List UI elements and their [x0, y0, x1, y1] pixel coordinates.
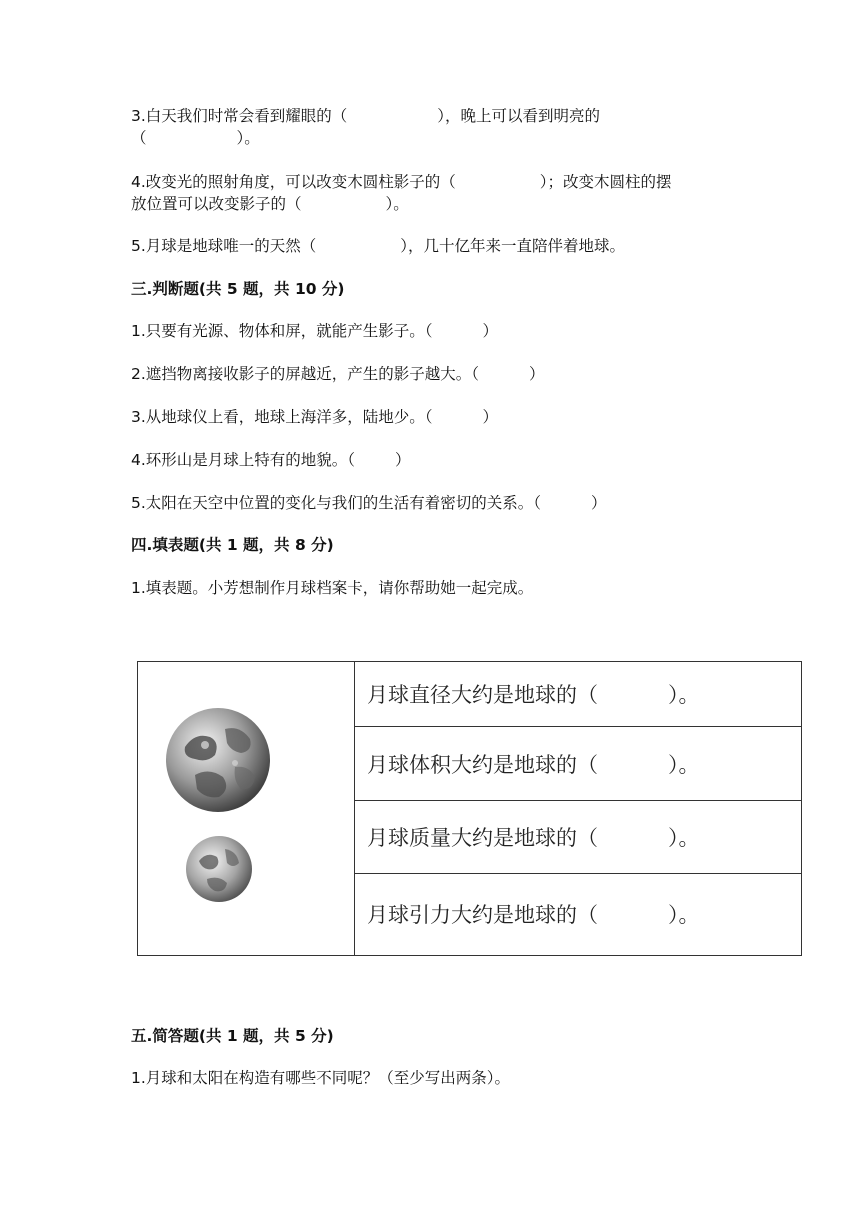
table-row-gravity: 月球引力大约是地球的（ ）。 [367, 903, 700, 927]
section-3-heading: 三.判断题(共 5 题，共 10 分) [131, 280, 345, 298]
question-3-line1: 3.白天我们时常会看到耀眼的（ ），晚上可以看到明亮的 [131, 107, 601, 125]
section-5-heading: 五.简答题(共 1 题，共 5 分) [131, 1027, 334, 1045]
question-4-line2: 放位置可以改变影子的（ ）。 [131, 195, 409, 213]
moon-globe-image [185, 835, 253, 903]
question-3-line2: （ ）。 [131, 129, 260, 147]
judge-item-4: 4.环形山是月球上特有的地貌。（ ） [131, 451, 411, 469]
question-4-line1: 4.改变光的照射角度，可以改变木圆柱影子的（ ）；改变木圆柱的摆 [131, 173, 672, 191]
globe-images-cell [138, 662, 355, 955]
moon-profile-card [137, 661, 802, 956]
judge-item-1: 1.只要有光源、物体和屏，就能产生影子。（ ） [131, 322, 499, 340]
table-row-mass: 月球质量大约是地球的（ ）。 [355, 801, 801, 874]
table-row-diameter: 月球直径大约是地球的（ ）。 [355, 662, 801, 727]
short-answer-question-1: 1.月球和太阳在构造有哪些不同呢？（至少写出两条）。 [131, 1069, 511, 1087]
table-row-volume: 月球体积大约是地球的（ ）。 [355, 727, 801, 801]
earth-globe-image [165, 707, 271, 813]
question-5-line1: 5.月球是地球唯一的天然（ ），几十亿年来一直陪伴着地球。 [131, 237, 626, 255]
judge-item-2: 2.遮挡物离接收影子的屏越近，产生的影子越大。（ ） [131, 365, 545, 383]
table-question-1: 1.填表题。小芳想制作月球档案卡，请你帮助她一起完成。 [131, 579, 534, 597]
judge-item-3: 3.从地球仪上看，地球上海洋多，陆地少。（ ） [131, 408, 499, 426]
section-4-heading: 四.填表题(共 1 题，共 8 分) [131, 536, 334, 554]
judge-item-5: 5.太阳在天空中位置的变化与我们的生活有着密切的关系。（ ） [131, 494, 607, 512]
